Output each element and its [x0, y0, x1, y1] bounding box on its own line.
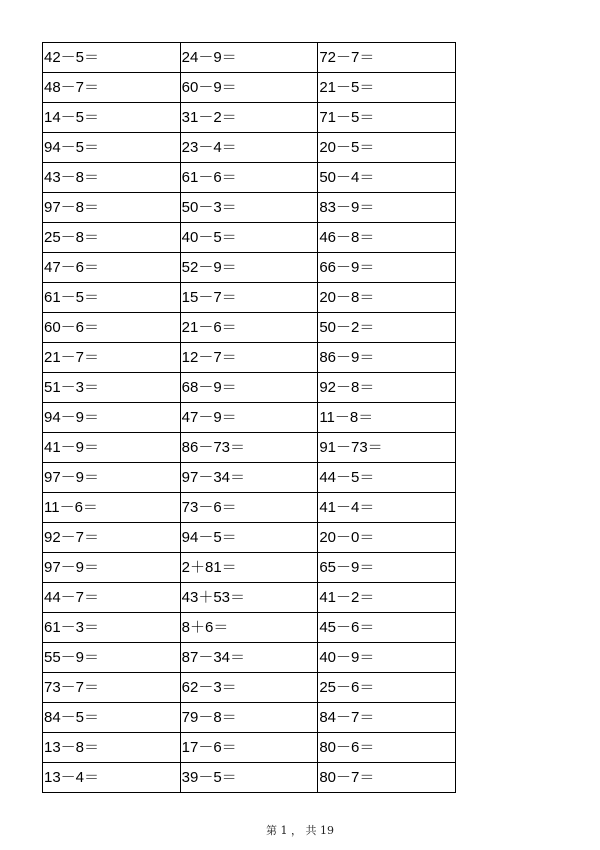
problem-cell: 12－7＝: [180, 343, 318, 373]
problem-cell: 52－9＝: [180, 253, 318, 283]
problem-cell: 61－3＝: [43, 613, 181, 643]
problem-cell: 60－9＝: [180, 73, 318, 103]
problem-cell: 51－3＝: [43, 373, 181, 403]
problem-cell: 80－7＝: [318, 763, 456, 793]
table-row: [43, 283, 456, 313]
table-row: [43, 133, 456, 163]
problem-cell: 41－4＝: [318, 493, 456, 523]
problem-cell: 47－9＝: [180, 403, 318, 433]
problem-cell: 13－8＝: [43, 733, 181, 763]
problem-cell: 17－6＝: [180, 733, 318, 763]
problem-cell: 61－6＝: [180, 163, 318, 193]
problem-cell: 20－5＝: [318, 133, 456, 163]
problem-cell: 80－6＝: [318, 733, 456, 763]
problem-cell: 50－2＝: [318, 313, 456, 343]
problem-cell: 25－8＝: [43, 223, 181, 253]
problem-cell: 11－8＝: [318, 403, 456, 433]
table-row: [43, 223, 456, 253]
table-row: [43, 253, 456, 283]
table-row: [43, 463, 456, 493]
problem-cell: 23－4＝: [180, 133, 318, 163]
problem-cell: 31－2＝: [180, 103, 318, 133]
problem-cell: 42－5＝: [43, 43, 181, 73]
problem-cell: 15－7＝: [180, 283, 318, 313]
problem-cell: 21－5＝: [318, 73, 456, 103]
problem-cell: 24－9＝: [180, 43, 318, 73]
table-row: [43, 493, 456, 523]
problem-cell: 21－6＝: [180, 313, 318, 343]
table-row: [43, 733, 456, 763]
problem-cell: 65－9＝: [318, 553, 456, 583]
problem-cell: 44－7＝: [43, 583, 181, 613]
problem-cell: 60－6＝: [43, 313, 181, 343]
problem-cell: 94－5＝: [180, 523, 318, 553]
problem-cell: 92－7＝: [43, 523, 181, 553]
problem-cell: 71－5＝: [318, 103, 456, 133]
problem-cell: 13－4＝: [43, 763, 181, 793]
table-row: [43, 43, 456, 73]
table-row: [43, 343, 456, 373]
problem-cell: 61－5＝: [43, 283, 181, 313]
table-row: [43, 703, 456, 733]
problem-cell: 14－5＝: [43, 103, 181, 133]
problem-cell: 25－6＝: [318, 673, 456, 703]
problem-cell: 11－6＝: [43, 493, 181, 523]
table-row: [43, 643, 456, 673]
problem-cell: 41－9＝: [43, 433, 181, 463]
problem-cell: 68－9＝: [180, 373, 318, 403]
problem-table-body: [43, 43, 456, 793]
table-row: [43, 763, 456, 793]
problem-cell: 62－3＝: [180, 673, 318, 703]
problem-cell: 21－7＝: [43, 343, 181, 373]
problem-cell: 20－8＝: [318, 283, 456, 313]
problem-cell: 20－0＝: [318, 523, 456, 553]
table-row: [43, 583, 456, 613]
problem-table: [42, 42, 456, 793]
problem-cell: 73－6＝: [180, 493, 318, 523]
problem-cell: 87－34＝: [180, 643, 318, 673]
problem-cell: 50－3＝: [180, 193, 318, 223]
table-row: [43, 523, 456, 553]
problem-cell: 40－5＝: [180, 223, 318, 253]
table-row: [43, 163, 456, 193]
problem-cell: 40－9＝: [318, 643, 456, 673]
problem-cell: 47－6＝: [43, 253, 181, 283]
problem-cell: 8＋6＝: [180, 613, 318, 643]
problem-cell: 43＋53＝: [180, 583, 318, 613]
table-row: [43, 73, 456, 103]
problem-cell: 94－5＝: [43, 133, 181, 163]
problem-cell: 97－9＝: [43, 553, 181, 583]
problem-cell: 46－8＝: [318, 223, 456, 253]
problem-cell: 45－6＝: [318, 613, 456, 643]
table-row: [43, 403, 456, 433]
table-row: [43, 613, 456, 643]
problem-cell: 86－73＝: [180, 433, 318, 463]
problem-cell: 72－7＝: [318, 43, 456, 73]
table-row: [43, 553, 456, 583]
table-row: [43, 373, 456, 403]
table-row: [43, 103, 456, 133]
problem-cell: 83－9＝: [318, 193, 456, 223]
problem-cell: 43－8＝: [43, 163, 181, 193]
problem-cell: 44－5＝: [318, 463, 456, 493]
problem-cell: 97－9＝: [43, 463, 181, 493]
problem-cell: 55－9＝: [43, 643, 181, 673]
problem-cell: 50－4＝: [318, 163, 456, 193]
table-row: [43, 193, 456, 223]
problem-cell: 79－8＝: [180, 703, 318, 733]
problem-cell: 86－9＝: [318, 343, 456, 373]
problem-cell: 48－7＝: [43, 73, 181, 103]
problem-cell: 97－8＝: [43, 193, 181, 223]
table-row: [43, 313, 456, 343]
page-footer: 第 1 ， 共 19: [266, 824, 334, 837]
problem-cell: 84－7＝: [318, 703, 456, 733]
problem-cell: 41－2＝: [318, 583, 456, 613]
table-row: [43, 433, 456, 463]
problem-cell: 91－73＝: [318, 433, 456, 463]
problem-cell: 73－7＝: [43, 673, 181, 703]
problem-cell: 97－34＝: [180, 463, 318, 493]
table-row: [43, 673, 456, 703]
problem-cell: 39－5＝: [180, 763, 318, 793]
problem-cell: 84－5＝: [43, 703, 181, 733]
problem-cell: 66－9＝: [318, 253, 456, 283]
problem-cell: 2＋81＝: [180, 553, 318, 583]
problem-cell: 94－9＝: [43, 403, 181, 433]
problem-cell: 92－8＝: [318, 373, 456, 403]
